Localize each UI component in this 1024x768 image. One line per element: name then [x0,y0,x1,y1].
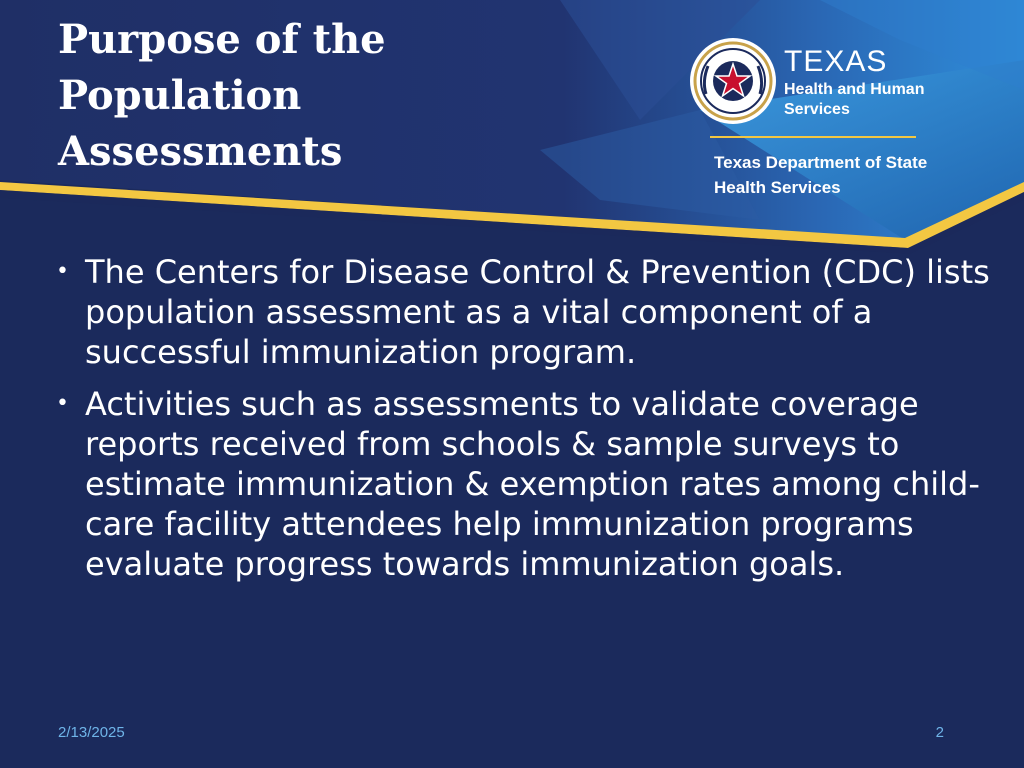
slide-title: Purpose of the Population Assessments [58,16,386,175]
brand-texas: TEXAS [784,45,888,78]
texas-hhs-logo [688,36,928,206]
texas-star-seal-icon [688,36,778,126]
bullet-marker: • [56,391,69,416]
bullet-text: The Centers for Disease Control & Prevention (CDC) lists population assessment as a vital component of a successful immunization program. [85,253,990,371]
footer-date: 2/13/2025 [58,724,125,741]
bullet-item [56,252,1006,372]
bullet-marker: • [56,259,69,284]
bullet-text: Activities such as assessments to validate coverage reports received from schools & sample surveys to estimate immunization & exemption rates among child-care facility attendees help immunization programs evaluate progress towards immunization goals. [85,385,980,583]
bullet-item [56,384,1006,584]
brand-hhs-name: Health and Human Services [784,81,925,118]
logo-divider [710,136,916,138]
department-name: Texas Department of State Health Services [714,153,928,197]
bullet-list [56,252,1006,596]
page-number: 2 [935,724,944,741]
